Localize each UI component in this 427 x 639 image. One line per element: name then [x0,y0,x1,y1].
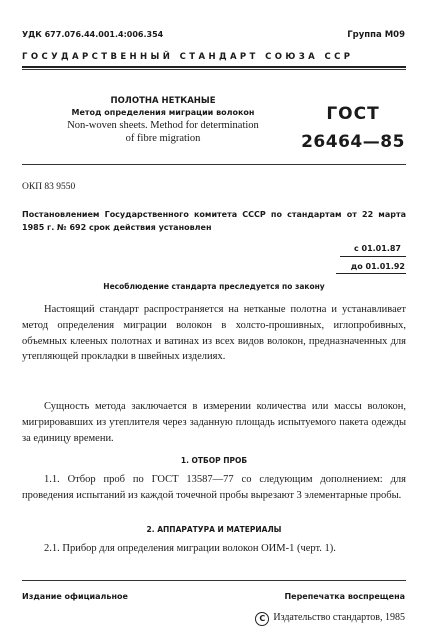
copyright-line [255,612,405,626]
scope-paragraph: Настоящий стандарт распространяется на нетканые полотна и устанавливает метод определения миграции волокон в холсто-прошивных, иглопробивных, объемных клееных полотнах и ватинах из всех видов волокон, предназначенных для утепляющей прокладки в швейных изделиях. [22,304,406,363]
essence-paragraph: Сущность метода заключается в измерении количества или массы волокон, мигрировавших из утеплителя через заданную площадь испытуемого пакета одежды за единицу времени. [22,401,406,444]
header-divider-bottom [22,69,406,70]
equipment-paragraph: 2.1. Прибор для определения миграции волокон ОИМ-1 (черт. 1). [44,543,336,554]
header-divider-top [22,66,406,68]
copyright-icon: С [255,612,269,626]
valid-to-underline [336,273,406,274]
title-divider [22,164,406,165]
reprint-prohibited-label: Перепечатка воспрещена [284,592,405,601]
publisher-text: Издательство стандартов, 1985 [273,612,405,623]
group-code: Группа М09 [347,30,405,40]
decree-text: Постановлением Государственного комитета СССР по стандартам от 22 марта 1985 г. № 692 срок действия установлен [22,210,406,232]
gost-label: ГОСТ [326,104,380,124]
title-en-line1: Non-woven sheets. Method for determination [67,120,259,131]
section-heading-equipment: 2. АППАРАТУРА И МАТЕРИАЛЫ [146,525,282,534]
legal-warning: Несоблюдение стандарта преследуется по закону [103,282,325,291]
gost-number: 26464—85 [301,132,405,152]
udk-code: УДК 677.076.44.001.4:006.354 [22,30,164,39]
valid-to: до 01.01.92 [350,262,405,271]
official-edition-label: Издание официальное [22,592,128,601]
title-en-line2: of fibre migration [125,133,201,144]
sampling-paragraph: 1.1. Отбор проб по ГОСТ 13587—77 со следующим дополнением: для проведения испытаний из каждой точечной пробы вырезают 3 элементарные пробы. [22,474,406,501]
footer-divider [22,580,406,581]
state-standard-heading: ГОСУДАРСТВЕННЫЙ СТАНДАРТ СОЮЗА ССР [22,52,354,62]
okp-code: ОКП 83 9550 [22,182,76,192]
valid-from-underline [340,256,406,257]
title-ru: ПОЛОТНА НЕТКАНЫЕ [110,96,216,106]
valid-from: с 01.01.87 [353,244,401,253]
section-heading-sampling: 1. ОТБОР ПРОБ [180,456,248,465]
subtitle-ru: Метод определения миграции волокон [71,108,255,117]
